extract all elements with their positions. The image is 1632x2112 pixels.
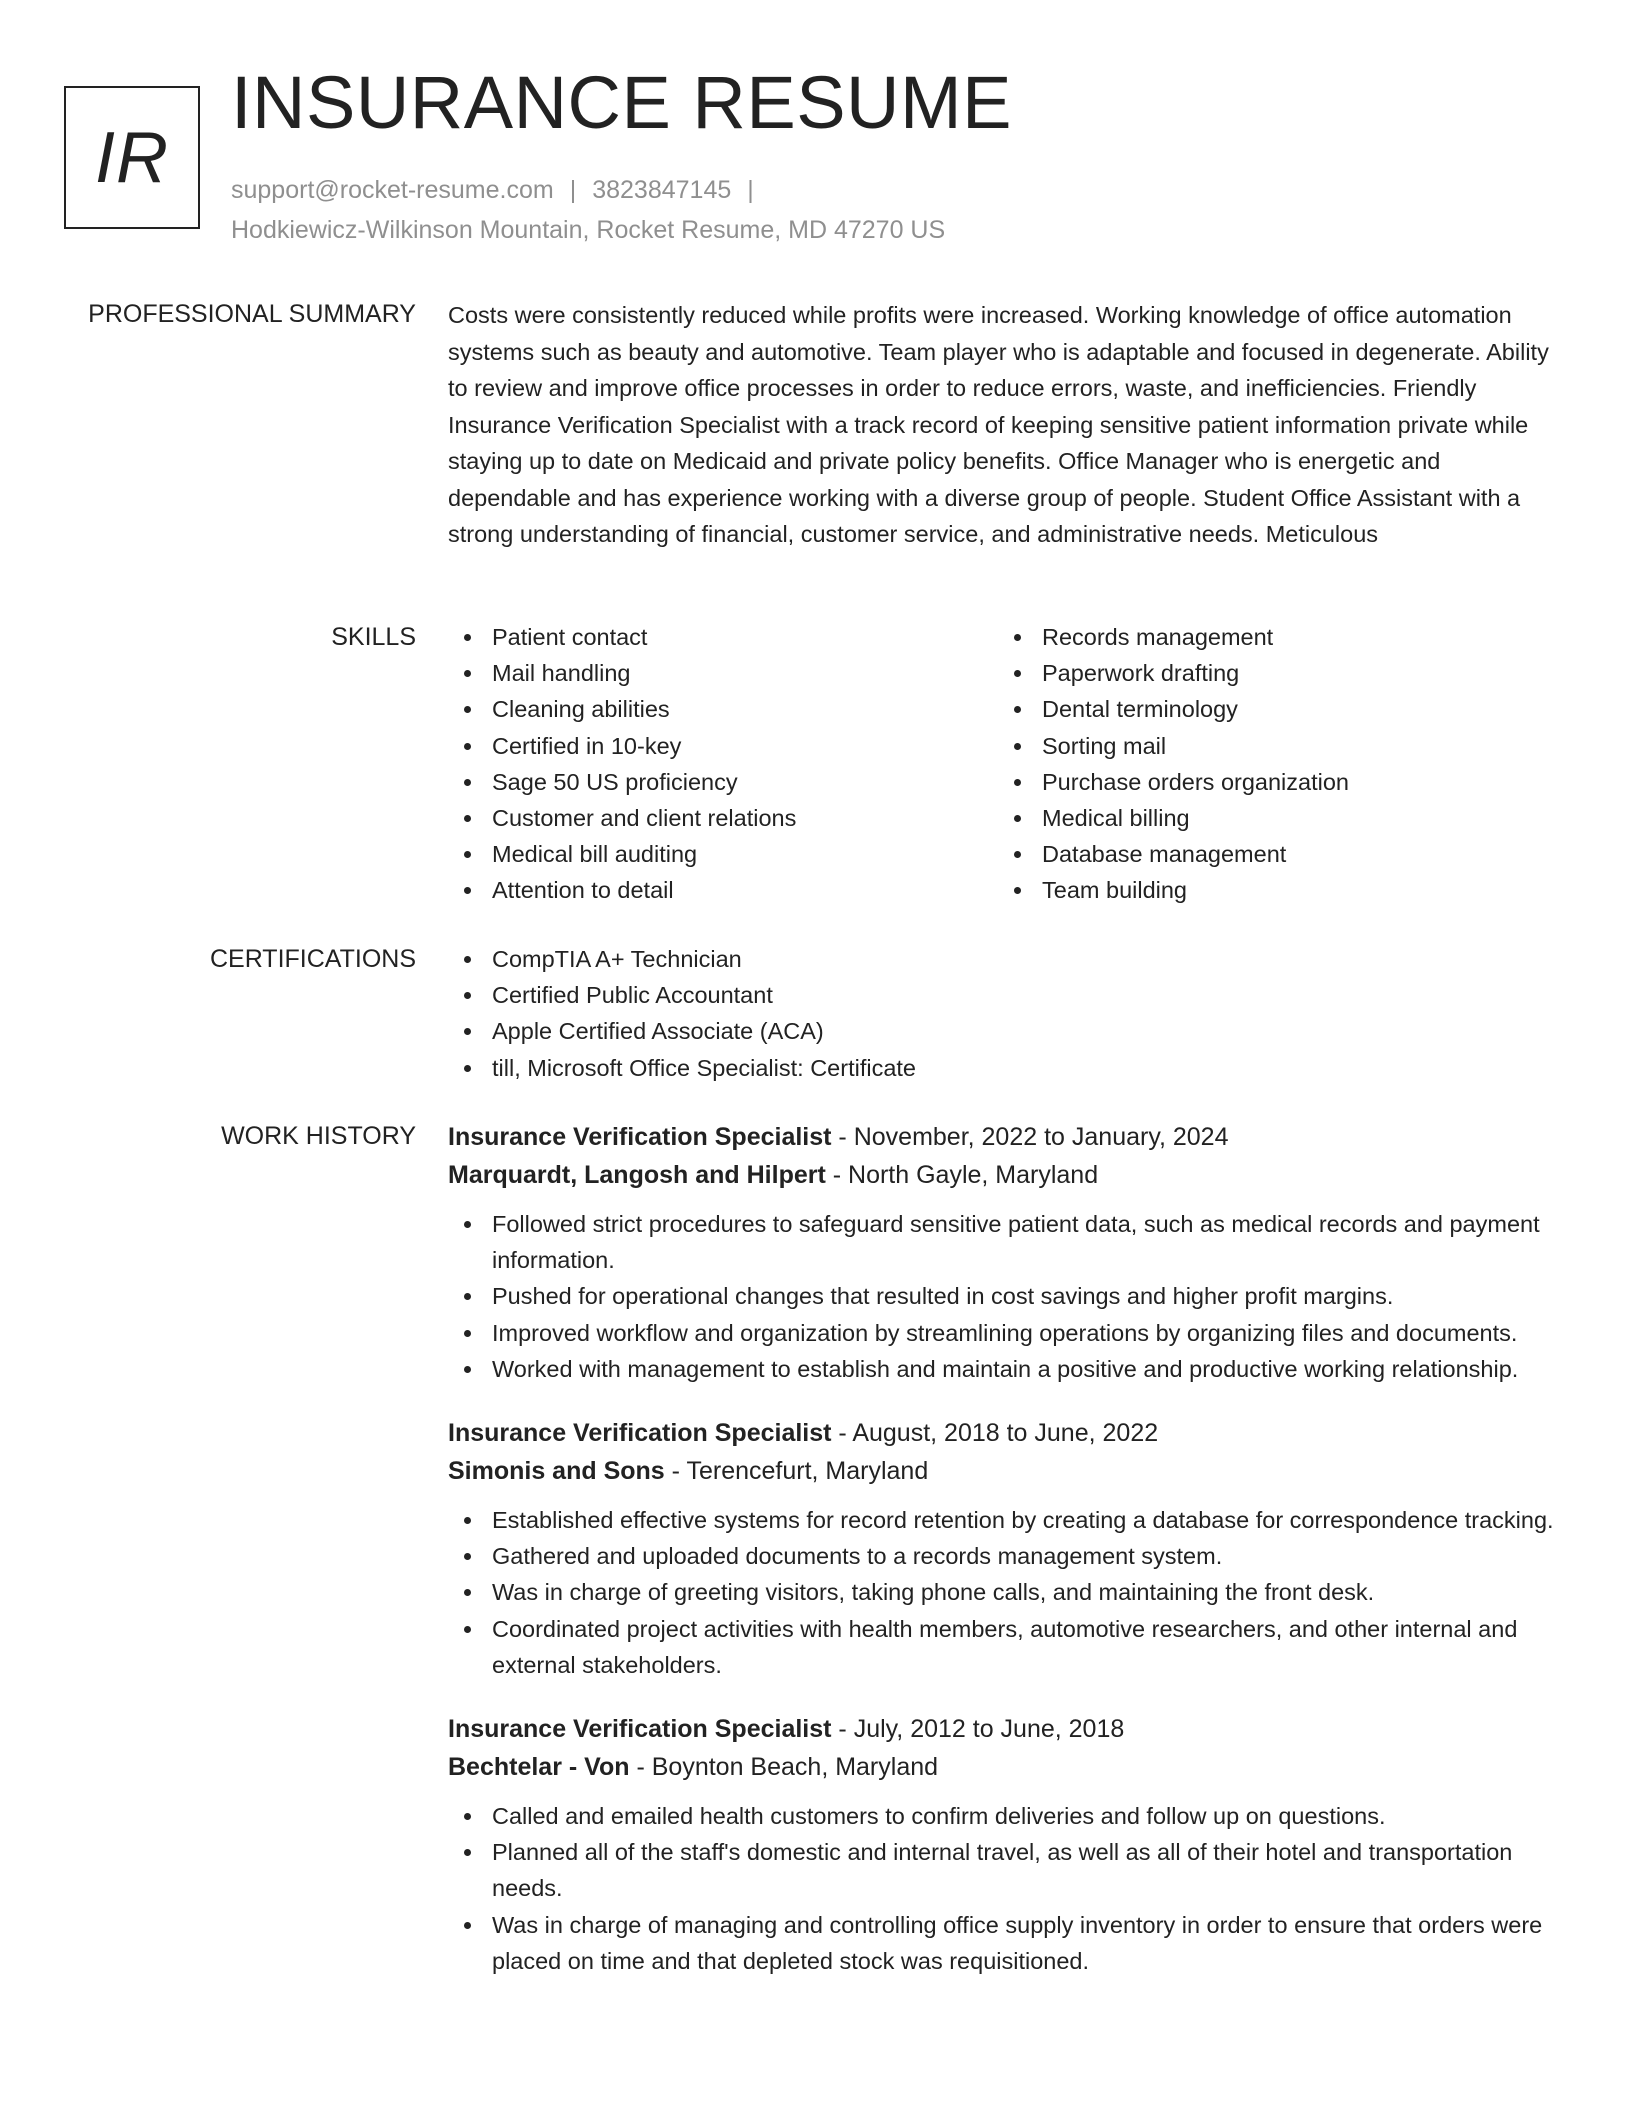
job-title-line <box>448 1118 1558 1156</box>
certifications-body <box>448 941 1558 1086</box>
company-name: Bechtelar - Von <box>448 1753 630 1782</box>
section-heading-work-history: WORK HISTORY <box>221 1122 416 1150</box>
list-item: Sage 50 US proficiency <box>448 764 998 800</box>
contact-phone[interactable]: 3823847145 <box>592 176 732 204</box>
certifications-list <box>448 941 1558 1086</box>
list-item: Pushed for operational changes that resulted in cost savings and higher profit margins. <box>448 1278 1558 1314</box>
skills-grid <box>448 619 1558 909</box>
list-item: Medical bill auditing <box>448 836 998 872</box>
list-item: Gathered and uploaded documents to a records management system. <box>448 1538 1558 1574</box>
company-location: - Terencefurt, Maryland <box>664 1457 929 1486</box>
list-item: Followed strict procedures to safeguard sensitive patient data, such as medical records and payment information. <box>448 1206 1558 1278</box>
contact-email[interactable]: support@rocket-resume.com <box>231 176 554 204</box>
list-item: Planned all of the staff's domestic and internal travel, as well as all of their hotel and transportation needs. <box>448 1834 1558 1906</box>
job-entry <box>448 1414 1558 1683</box>
list-item: Worked with management to establish and maintain a positive and productive working relationship. <box>448 1351 1558 1387</box>
summary-text: Costs were consistently reduced while profits were increased. Working knowledge of office automation systems such as beauty and automotive. Team player who is adaptable and focused in degenerate. Ability to review and improve office processes in order to reduce errors, waste, and inefficiencies. Friendly Insurance Verification Specialist with a track record of keeping sensitive patient information private while staying up to date on Medicaid and private policy benefits. Office Manager who is energetic and dependable and has experience working with a diverse group of people. Student Office Assistant with a strong understanding of financial, customer service, and administrative needs. Meticulous <box>448 302 1549 547</box>
company-line <box>448 1452 1558 1490</box>
list-item: Purchase orders organization <box>998 764 1548 800</box>
job-title-line <box>448 1414 1558 1452</box>
skills-list-right <box>998 619 1548 909</box>
list-item: Cleaning abilities <box>448 691 998 727</box>
list-item: Was in charge of greeting visitors, taking phone calls, and maintaining the front desk. <box>448 1574 1558 1610</box>
list-item: Paperwork drafting <box>998 655 1548 691</box>
job-dates: - July, 2012 to June, 2018 <box>831 1715 1125 1744</box>
section-heading-summary: PROFESSIONAL SUMMARY <box>88 300 416 328</box>
contact-separator: | <box>747 176 754 204</box>
job-entry <box>448 1710 1558 1979</box>
list-item: Established effective systems for record retention by creating a database for correspondence tracking. <box>448 1502 1558 1538</box>
monogram-box <box>64 86 200 229</box>
job-bullets <box>448 1502 1558 1683</box>
list-item: Was in charge of managing and controlling office supply inventory in order to ensure that orders were placed on time and that depleted stock was requisitioned. <box>448 1907 1558 1979</box>
list-item: Called and emailed health customers to confirm deliveries and follow up on questions. <box>448 1798 1558 1834</box>
job-title: Insurance Verification Specialist <box>448 1123 832 1151</box>
work-history-body <box>448 1118 1558 2006</box>
job-bullets <box>448 1798 1558 1979</box>
job-entry <box>448 1118 1558 1387</box>
list-item: till, Microsoft Office Specialist: Certificate <box>448 1050 1558 1086</box>
company-name: Marquardt, Langosh and Hilpert <box>448 1161 826 1189</box>
list-item: Attention to detail <box>448 872 998 908</box>
list-item: Database management <box>998 836 1548 872</box>
list-item: Medical billing <box>998 800 1548 836</box>
list-item: Improved workflow and organization by streamlining operations by organizing files and documents. <box>448 1315 1558 1351</box>
company-name: Simonis and Sons <box>448 1457 665 1486</box>
job-title: Insurance Verification Specialist <box>448 1419 832 1448</box>
list-item: Patient contact <box>448 619 998 655</box>
job-dates: - August, 2018 to June, 2022 <box>831 1419 1159 1448</box>
list-item: Team building <box>998 872 1548 908</box>
job-dates: - November, 2022 to January, 2024 <box>831 1123 1229 1151</box>
job-bullets <box>448 1206 1558 1387</box>
list-item: Certified Public Accountant <box>448 977 1558 1013</box>
list-item: Coordinated project activities with health members, automotive researchers, and other internal and external stakeholders. <box>448 1611 1558 1683</box>
contact-line <box>231 175 770 205</box>
skills-list-left <box>448 619 998 909</box>
list-item: CompTIA A+ Technician <box>448 941 1558 977</box>
list-item: Dental terminology <box>998 691 1548 727</box>
list-item: Certified in 10-key <box>448 728 998 764</box>
contact-address: Hodkiewicz-Wilkinson Mountain, Rocket Resume, MD 47270 US <box>231 216 946 244</box>
list-item: Mail handling <box>448 655 998 691</box>
list-item: Apple Certified Associate (ACA) <box>448 1013 1558 1049</box>
section-heading-certifications: CERTIFICATIONS <box>209 945 416 973</box>
company-line <box>448 1156 1558 1194</box>
company-location: - North Gayle, Maryland <box>825 1161 1099 1189</box>
company-line <box>448 1748 1558 1786</box>
list-item: Customer and client relations <box>448 800 998 836</box>
job-title-line <box>448 1710 1558 1748</box>
contact-separator: | <box>569 176 577 204</box>
resume-title: INSURANCE RESUME <box>231 61 1012 144</box>
list-item: Sorting mail <box>998 728 1548 764</box>
company-location: - Boynton Beach, Maryland <box>629 1753 939 1782</box>
job-title: Insurance Verification Specialist <box>448 1715 832 1744</box>
list-item: Records management <box>998 619 1548 655</box>
section-heading-skills: SKILLS <box>331 623 416 651</box>
monogram-initials: IR <box>95 117 169 198</box>
